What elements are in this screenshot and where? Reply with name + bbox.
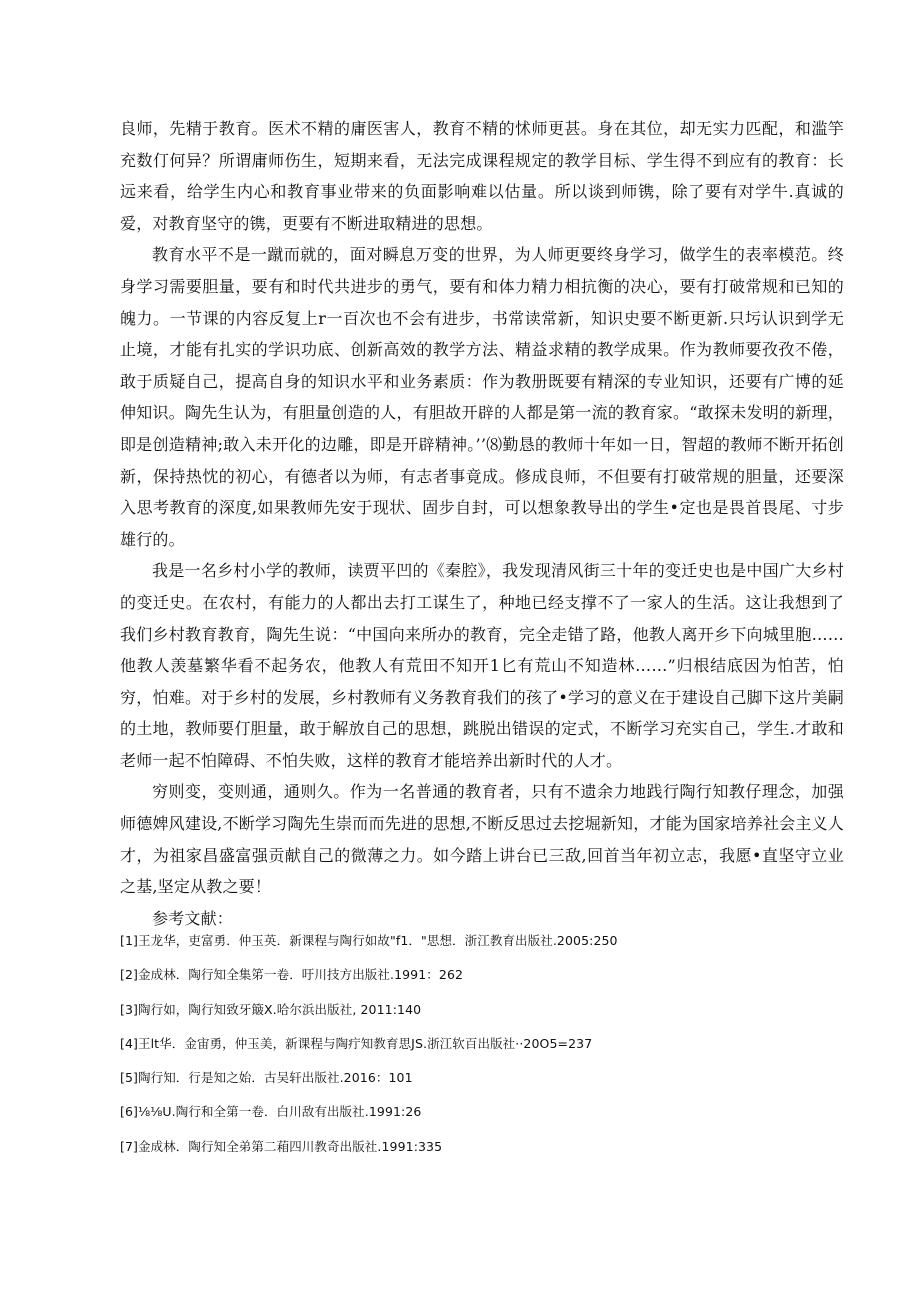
reference-item-3: [3]陶行如，陶行知致牙簸X.哈尔浜出版社, 2011:140: [120, 1001, 422, 1017]
paragraph-2: 教育水平不是一蹴而就的，面对瞬息万变的世界，为人师更要终身学习，做学生的表率模范。终身学习需要胆量，要有和时代共进步的勇气，要有和体力精力相抗衡的决心，要有打破常规和已知的魄力。一节课的内容反复上r一百次也不会有进步，书常读常新，知识史要不断更新.只圬认识到学无止境，才能有扎实的学识功底、创新高效的教学方法、精益求精的教学成果。作为教师要孜孜不倦，敢于质疑自己，提高自身的知识水平和业务素质：作为教册既要有精深的专业知识，还要有广博的延伸知识。陶先生认为，有胆量创造的人，有胆故开辟的人都是第一流的教育家。“敢探未发明的新理，即是创造精神;敢入未开化的边雕，即是开辟精神。’’⑻勤恳的教师十年如一日，智超的教师不断开拓创新，保持热忱的初心，有德者以为师，有志者事竟成。修成良师，不但要有打破常规的胆量，还要深入思考教育的深度,如果教师先安于现状、固步自封，可以想象教导出的学生•定也是畏首畏尾、寸步雄行的。: [120, 245, 844, 549]
paragraph-4: 穷则变，变则通，通则久。作为一名普通的教育者，只有不遗余力地践行陶行知教仔理念，加强师德婢风建设,不断学习陶先生崇而而先进的思想,不断反思过去挖堀新知，才能为国家培养社会主义人才，为祖家昌盛富强贡献自己的微薄之力。如今踏上讲台已三敌,回首当年初立志，我愿•直坚守立业之基,坚定从教之要！: [120, 782, 844, 897]
reference-list: [120, 924, 844, 1164]
paragraph-1: 良师，先精于教育。医术不精的庸医害人，教育不精的怵师更甚。身在其位，却无实力匹配，和滥竽充数仃何异？所谓庸师伤生，短期来看，无法完成课程规定的教学目标、学生得不到应有的教育：长远来看，给学生内心和教育事业带来的负面影响难以估量。所以谈到师镌，除了要有对学牛.真诚的爱，对教育坚守的镌，更要有不断进取精进的思想。: [120, 119, 844, 233]
reference-item-5: [5]陶行知．行是知之始．古吴轩出版社.2016：101: [120, 1070, 413, 1086]
paragraph-3: 我是一名乡村小学的教师，读贾平凹的《秦腔》，我发现清风街三十年的变迁史也是中国广大乡村的变迁史。在农村，有能力的人都出去打工谋生了，种地已经支撑不了一家人的生活。这让我想到了我们乡村教育教育，陶先生说：“中国向来所办的教育，完全走错了路，他教人离开乡下向城里胞……他教人羡墓繁华看不起务农，他教人有荒田不知开1匕有荒山不知造林……”归根结底因为怕苦，怕穷，怕难。对于乡村的发展，乡村教师有义务教育我们的孩了•学习的意义在于建设自己脚下这片美嗣的土地，教师要仃胆量，敢于解放自己的思想，跳脱出错误的定式，不断学习充实自己，学生.才敢和老师一起不怕障碍、不怕失败，这样的教育才能培养出新时代的人才。: [120, 561, 844, 770]
references-heading: 参考文献：: [152, 908, 234, 928]
reference-item-6: [6]⅛⅛U.陶行和全第一卷．白川敌有出版社.1991:26: [120, 1104, 422, 1120]
reference-item-1: [1]王龙华，吏富勇．仲玉英．新课程与陶行如故"f1．"思想．浙江教育出版社.2005:250: [120, 933, 618, 948]
reference-item-4: [4]王lt华．金宙勇，仲玉美，新课程与陶疔知教育思JS.浙江软百出版社··20O5=237: [120, 1035, 593, 1051]
reference-item-7: [7]金成林．陶行知全弟第二葙四川教奇出版社.1991:335: [120, 1138, 443, 1154]
reference-item-2: [2]金成林．陶行知全集笫一卷．吁川技方出版社.1991：262: [120, 967, 464, 983]
article-body: [120, 113, 844, 934]
